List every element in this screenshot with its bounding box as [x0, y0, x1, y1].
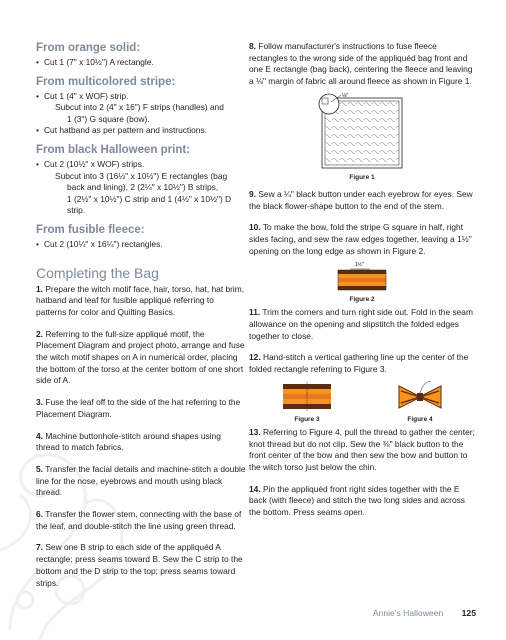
step-text: Trim the corners and turn right side out. Fold in the seam allowance on the opening and slipstitch the folded edges together to close.: [249, 307, 473, 341]
step-text: Transfer the flower stem, connecting with the base of the leaf, and double-stitch the line using green thread.: [36, 509, 242, 531]
step-text: Referring to Figure 4, pull the thread to gather the center; knot thread but do not clip. Sew the ⅜" black button to the front center of the bow and then sew the bow and button to the witch torso just below the chin.: [249, 426, 475, 472]
page-number: 125: [461, 608, 476, 618]
figure-3: [279, 380, 335, 423]
step: [249, 427, 475, 474]
material-line: • Cut 1 (7" x 10½") A rectangle.: [36, 57, 246, 69]
step-text: Transfer the facial details and machine-stitch a double line for the nose, eyebrows and mouth using black thread.: [36, 463, 246, 498]
step-text: Pin the appliquéd front right sides together with the E back (with fleece) and stitch the two long sides and across the bottom. Press seams open.: [249, 483, 465, 518]
material-line: • Cut 2 (10½" x WOF) strips.: [36, 159, 246, 171]
figure-4-caption: Figure 4: [407, 415, 433, 423]
step: [249, 41, 475, 88]
step-text: Referring to the full-size appliqué motif, the Placement Diagram and project photo, arrange and fuse the witch motif shapes on A in numerical order, placing the bottom of the torso at the center bottom of one short side of A.: [36, 328, 245, 386]
step: [249, 307, 475, 342]
step: [36, 542, 246, 589]
step: [36, 431, 246, 454]
figure-1-caption: Figure 1: [349, 173, 375, 181]
step: [36, 329, 246, 388]
step-number: 7.: [36, 542, 43, 553]
footer-title: Annie's Halloween: [372, 608, 444, 618]
figure-1: [249, 92, 475, 181]
step-number: 12.: [249, 352, 261, 363]
material-heading: From orange solid:: [36, 42, 141, 54]
step-number: 10.: [249, 222, 261, 233]
step-number: 11.: [249, 307, 261, 318]
page-footer: [373, 608, 476, 618]
step-text: Sew one B strip to each side of the appliquéd A rectangle; press seams toward B. Sew the C strip to the bottom and the D strip to the top; press seams toward strips.: [36, 542, 243, 588]
step: [36, 464, 246, 499]
step-number: 8.: [249, 41, 256, 51]
material-fleece: [36, 223, 246, 251]
step-number: 5.: [36, 463, 43, 474]
step-text: Sew a ¼" black button under each eyebrow for eyes. Sew the black flower-shape button to the end of the stem.: [249, 188, 473, 211]
left-column: [36, 41, 246, 599]
material-line: • Cut 1 (4" x WOF) strip.: [36, 91, 246, 103]
step: [249, 352, 475, 375]
material-subline: back and lining), 2 (2¼" x 10½") B strips,: [67, 182, 219, 193]
material-black: [36, 143, 246, 217]
figure-4: [395, 380, 445, 423]
figure-2-caption: Figure 2: [349, 296, 375, 304]
step: [36, 284, 246, 319]
figure-1-diagram: [307, 92, 417, 172]
step-text: Fuse the leaf off to the side of the hat referring to the Placement Diagram.: [36, 397, 241, 419]
step-number: 1.: [36, 283, 43, 294]
step-number: 3.: [36, 397, 43, 408]
step: [249, 484, 475, 519]
step-text: Follow manufacturer's instructions to fuse fleece rectangles to the wrong side of the appliquéd bag front and one E rectangle (bag back), centering the fleece and leaving a ⅛" margin of fabric all around fleece as shown in Figure 1.: [249, 41, 473, 87]
figure-3-caption: Figure 3: [294, 415, 320, 423]
step-number: 4.: [36, 430, 43, 441]
step: [36, 509, 246, 532]
material-heading: From multicolored stripe:: [36, 75, 176, 88]
step-text: Machine buttonhole-stitch around shapes using thread to match fabrics.: [36, 430, 221, 453]
step-number: 13.: [249, 426, 261, 437]
material-line: • Cut 2 (10¼" x 16¼") rectangles.: [36, 239, 246, 251]
figure-1-label: ⅛": [342, 92, 348, 99]
figure-4-diagram: [395, 380, 445, 414]
step-number: 14.: [249, 483, 261, 494]
material-subline: Subcut into 3 (16½" x 10½") E rectangles (bag: [55, 170, 228, 181]
step-number: 6.: [36, 509, 43, 520]
step: [249, 222, 475, 257]
material-subline: Subcut into 2 (4" x 16") F strips (handles) and: [55, 102, 224, 113]
step: [36, 397, 246, 420]
figures-3-4: [249, 380, 475, 423]
step: [249, 189, 475, 212]
right-column: [249, 41, 475, 529]
figure-2: [249, 260, 475, 303]
material-heading: From fusible fleece:: [36, 223, 145, 236]
section-heading: Completing the Bag: [36, 264, 159, 281]
step-text: Hand-stitch a vertical gathering line up the center of the folded rectangle referring to Figure 3.: [249, 352, 469, 375]
step-text: Prepare the witch motif face, hair, torso, hat, hat brim, hatband and leaf for fusible appliqué referring to patterns for color and Quilting Basics.: [36, 283, 245, 317]
step-number: 2.: [36, 328, 43, 339]
material-line: • Cut hatband as per pattern and instructions.: [36, 125, 246, 137]
material-stripe: [36, 75, 246, 137]
figure-2-label: 1½": [355, 262, 364, 269]
step-text: To make the bow, fold the stripe G square in half, right sides facing, and sew the raw edges together, leaving a 1½" opening on the long edge as shown in Figure 2.: [249, 222, 472, 256]
material-orange: [36, 41, 246, 69]
material-subline: 1 (2½" x 10½") C strip and 1 (4½" x 10½") D strip.: [67, 193, 232, 216]
figure-2-diagram: [332, 260, 392, 294]
step-number: 9.: [249, 188, 256, 199]
figure-3-diagram: [279, 380, 335, 414]
material-heading: From black Halloween print:: [36, 143, 190, 156]
material-subline: 1 (3") G square (bow).: [67, 113, 150, 124]
